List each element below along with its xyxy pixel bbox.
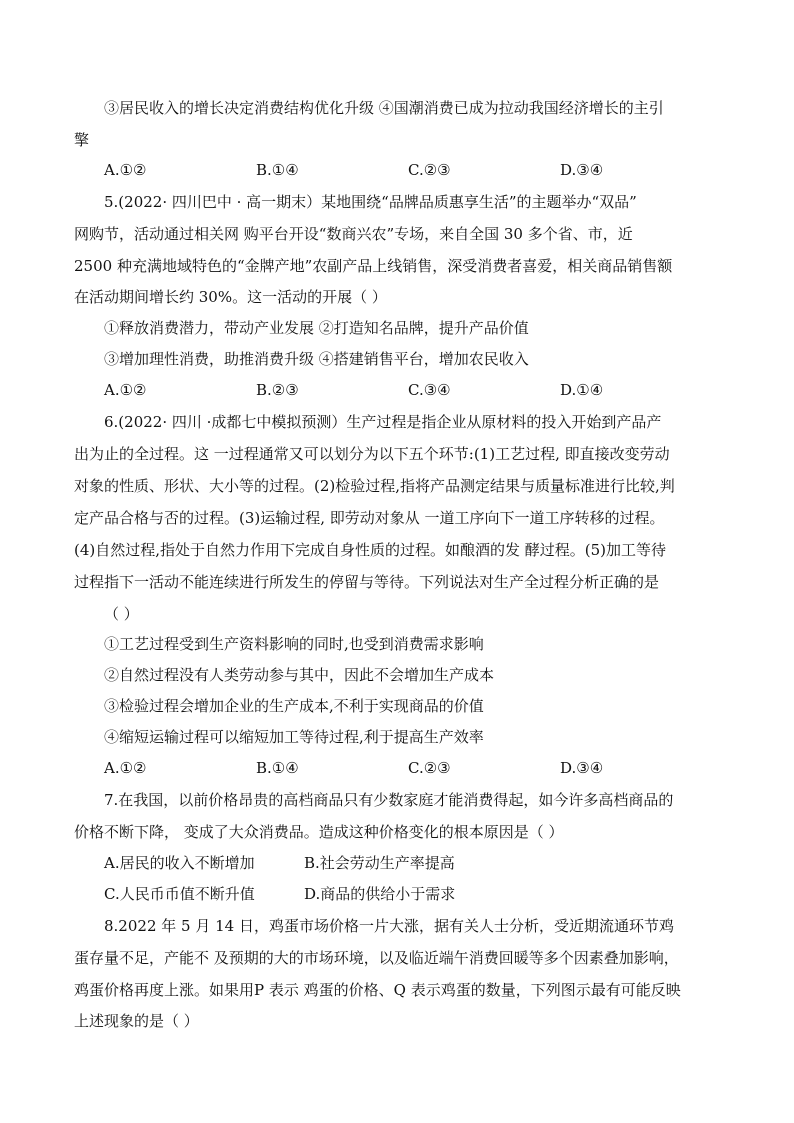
q5-option-a: A.①② bbox=[104, 381, 147, 399]
q6-line-5: (4)自然过程,指处于自然力作用下完成自身性质的过程。如酿酒的发 酵过程。(5)加工等待 bbox=[74, 541, 667, 559]
q4-option-d: D.③④ bbox=[560, 161, 604, 179]
q5-statement-1: ①释放消费潜力，带动产业发展 ②打造知名品牌，提升产品价值 bbox=[104, 319, 529, 337]
q7-option-b: B.社会劳动生产率提高 bbox=[304, 854, 455, 872]
q6-option-a: A.①② bbox=[104, 759, 147, 777]
q6-statement-3: ③检验过程会增加企业的生产成本,不利于实现商品的价值 bbox=[104, 697, 484, 715]
q7-option-d: D.商品的供给小于需求 bbox=[304, 885, 456, 903]
q5-line-4: 在活动期间增长约 30%。这一活动的开展（ ） bbox=[74, 288, 387, 306]
q8-line-2: 蛋存量不足，产能不 及预期的大的市场环境，以及临近端午消费回暖等多个因素叠加影响， bbox=[74, 949, 679, 967]
q6-statement-4: ④缩短运输过程可以缩短加工等待过程,利于提高生产效率 bbox=[104, 728, 484, 746]
q4-statement-line-1: ③居民收入的增长决定消费结构优化升级 ④国潮消费已成为拉动我国经济增长的主引 bbox=[104, 99, 664, 117]
q8-line-3: 鸡蛋价格再度上涨。如果用P 表示 鸡蛋的价格、Q 表示鸡蛋的数量，下列图示最有可能反映 bbox=[74, 981, 681, 999]
q5-line-2: 网购节，活动通过相关网 购平台开设“数商兴农”专场，来自全国 30 多个省、市，近 bbox=[74, 225, 633, 243]
q7-option-c: C.人民币币值不断升值 bbox=[104, 885, 255, 903]
q6-line-7: （ ） bbox=[104, 605, 139, 623]
q6-statement-2: ②自然过程没有人类劳动参与其中，因此不会增加生产成本 bbox=[104, 666, 495, 684]
q6-line-6: 过程指下一活动不能连续进行所发生的停留与等待。下列说法对生产全过程分析正确的是 bbox=[74, 573, 660, 591]
q8-line-1: 8.2022 年 5 月 14 日，鸡蛋市场价格一片大涨，据有关人士分析，受近期流通环节鸡 bbox=[104, 917, 674, 935]
q7-line-1: 7.在我国，以前价格昂贵的高档商品只有少数家庭才能消费得起，如今许多高档商品的 bbox=[104, 791, 674, 809]
q6-option-d: D.③④ bbox=[560, 759, 604, 777]
q4-option-b: B.①④ bbox=[256, 161, 299, 179]
q6-option-b: B.①④ bbox=[256, 759, 299, 777]
q5-line-3: 2500 种充满地域特色的“金牌产地”农副产品上线销售，深受消费者喜爱，相关商品销售额 bbox=[74, 257, 673, 275]
q6-line-3: 对象的性质、形状、大小等的过程。(2)检验过程,指将产品测定结果与质量标准进行比较,判 bbox=[74, 477, 675, 495]
q4-option-a: A.①② bbox=[104, 161, 147, 179]
q6-line-4: 定产品合格与否的过程。(3)运输过程, 即劳动对象从 一道工序向下一道工序转移的过程。 bbox=[74, 509, 665, 527]
q8-line-4: 上述现象的是（ ） bbox=[74, 1012, 199, 1030]
q6-option-c: C.②③ bbox=[408, 759, 451, 777]
q5-statement-2: ③增加理性消费，助推消费升级 ④搭建销售平台，增加农民收入 bbox=[104, 350, 529, 368]
q6-line-2: 出为止的全过程。这 一过程通常又可以划分为以下五个环节:(1)工艺过程, 即直接改变劳动 bbox=[74, 445, 670, 463]
q5-option-d: D.①④ bbox=[560, 381, 604, 399]
q6-line-1: 6.(2022· 四川 ·成都七中模拟预测）生产过程是指企业从原材料的投入开始到产品产 bbox=[104, 413, 662, 431]
q7-option-a: A.居民的收入不断增加 bbox=[104, 854, 255, 872]
q6-statement-1: ①工艺过程受到生产资料影响的同时,也受到消费需求影响 bbox=[104, 635, 484, 653]
q5-option-b: B.②③ bbox=[256, 381, 299, 399]
q5-option-c: C.③④ bbox=[408, 381, 451, 399]
q7-line-2: 价格不断下降， 变成了大众消费品。造成这种价格变化的根本原因是（ ） bbox=[74, 823, 564, 841]
q4-option-c: C.②③ bbox=[408, 161, 451, 179]
q4-statement-line-2: 擎 bbox=[74, 131, 90, 149]
q5-line-1: 5.(2022· 四川巴中 · 高一期末）某地围绕“品牌品质惠享生活”的主题举办“双品” bbox=[104, 193, 637, 211]
